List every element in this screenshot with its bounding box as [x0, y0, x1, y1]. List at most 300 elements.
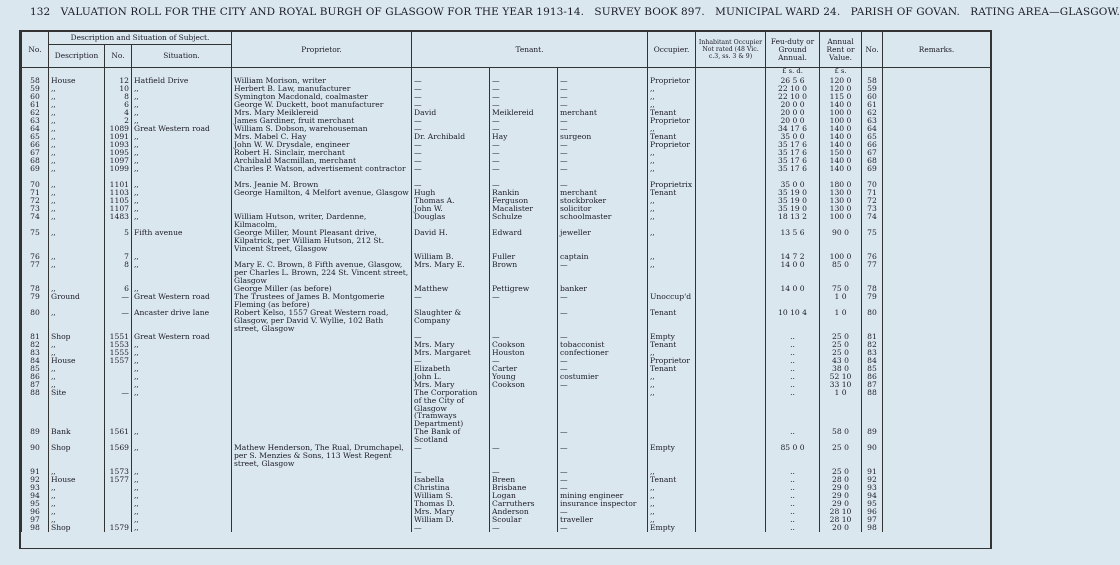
- tenant-surname: —: [490, 117, 558, 125]
- tenant-occupation: [558, 389, 648, 429]
- feu-duty: ..: [766, 484, 820, 492]
- inhabitant-occupier: [696, 93, 766, 101]
- annual-rent: 25 0: [820, 468, 862, 476]
- description: ,,: [49, 373, 105, 381]
- tenant-forename: —: [412, 77, 490, 85]
- table-row: [22, 389, 991, 429]
- tenant-forename: —: [412, 293, 490, 309]
- feu-duty: ..: [766, 381, 820, 389]
- feu-duty: 35 17 6: [766, 165, 820, 181]
- tenant-occupation: —: [558, 508, 648, 516]
- feu-duty: 13 5 6: [766, 229, 820, 253]
- tenant-surname: —: [490, 181, 558, 189]
- feu-duty: 20 0 0: [766, 117, 820, 125]
- inhabitant-occupier: [696, 85, 766, 93]
- situation: ,,: [132, 165, 232, 181]
- tenant-surname: Carter: [490, 365, 558, 373]
- tenant-forename: Mrs. Mary E.: [412, 261, 490, 285]
- description: ,,: [49, 197, 105, 205]
- entry-no-right: 59: [862, 85, 883, 93]
- house-no: 1089: [105, 125, 132, 133]
- occupier: ,,: [648, 381, 696, 389]
- table-row: [22, 293, 991, 309]
- tenant-surname: Cookson: [490, 341, 558, 349]
- tenant-forename: Thomas D.: [412, 500, 490, 508]
- house-no: 1573: [105, 468, 132, 476]
- table-row: [22, 213, 991, 229]
- proprietor: Herbert B. Law, manufacturer: [232, 85, 412, 93]
- inhabitant-occupier: [696, 189, 766, 197]
- occupier: ,,: [648, 213, 696, 229]
- situation: ,,: [132, 389, 232, 429]
- remarks: [883, 117, 991, 125]
- situation: ,,: [132, 444, 232, 468]
- feu-duty: 20 0 0: [766, 101, 820, 109]
- annual-rent: 1 0: [820, 309, 862, 333]
- inhabitant-occupier: [696, 516, 766, 524]
- description: Shop: [49, 444, 105, 468]
- house-no: 6: [105, 285, 132, 293]
- roll-title: VALUATION ROLL FOR THE CITY AND ROYAL BURGH OF GLASGOW FOR THE YEAR 1913-14.: [60, 6, 585, 18]
- proprietor: [232, 341, 412, 349]
- tenant-forename: Mrs. Mary: [412, 508, 490, 516]
- inhabitant-occupier: [696, 117, 766, 125]
- remarks: [883, 492, 991, 500]
- feu-duty: ..: [766, 389, 820, 429]
- entry-no-right: 87: [862, 381, 883, 389]
- occupier: Empty: [648, 524, 696, 532]
- entry-no-right: 77: [862, 261, 883, 285]
- inhabitant-occupier: [696, 341, 766, 349]
- situation: ,,: [132, 524, 232, 532]
- col-annual-rent: Annual Rent or Value.: [820, 32, 862, 68]
- house-no: 1095: [105, 149, 132, 157]
- remarks: [883, 365, 991, 373]
- table-row: [22, 444, 991, 468]
- occupier: Tenant: [648, 309, 696, 333]
- annual-rent: 140 0: [820, 165, 862, 181]
- annual-rent: 25 0: [820, 349, 862, 357]
- situation: ,,: [132, 85, 232, 93]
- entry-no-right: 98: [862, 524, 883, 532]
- tenant-occupation: —: [558, 524, 648, 532]
- entry-no-right: 93: [862, 484, 883, 492]
- occupier: Empty: [648, 333, 696, 341]
- inhabitant-occupier: [696, 213, 766, 229]
- rating-area: RATING AREA—GLASGOW.: [970, 6, 1120, 18]
- entry-no: 91: [22, 468, 49, 476]
- annual-rent: 130 0: [820, 205, 862, 213]
- remarks: [883, 93, 991, 101]
- situation: Great Western road: [132, 333, 232, 341]
- tenant-occupation: —: [558, 165, 648, 181]
- occupier: ,,: [648, 349, 696, 357]
- description: Bank: [49, 428, 105, 444]
- annual-rent: 1 0: [820, 389, 862, 429]
- entry-no: 84: [22, 357, 49, 365]
- description: ,,: [49, 85, 105, 93]
- situation: ,,: [132, 508, 232, 516]
- situation: ,,: [132, 133, 232, 141]
- remarks: [883, 341, 991, 349]
- annual-rent: 52 10: [820, 373, 862, 381]
- annual-rent: 20 0: [820, 524, 862, 532]
- house-no: 1557: [105, 357, 132, 365]
- feu-duty: ..: [766, 508, 820, 516]
- inhabitant-occupier: [696, 357, 766, 365]
- entry-no: 85: [22, 365, 49, 373]
- feu-duty: ..: [766, 373, 820, 381]
- house-no: 1105: [105, 197, 132, 205]
- inhabitant-occupier: [696, 524, 766, 532]
- tenant-occupation: confectioner: [558, 349, 648, 357]
- tenant-forename: —: [412, 165, 490, 181]
- occupier: ,,: [648, 389, 696, 429]
- house-no: 1093: [105, 141, 132, 149]
- tenant-occupation: —: [558, 293, 648, 309]
- description: Site: [49, 389, 105, 429]
- situation: Great Western road: [132, 293, 232, 309]
- occupier: ,,: [648, 205, 696, 213]
- feu-duty: ..: [766, 349, 820, 357]
- entry-no-right: 83: [862, 349, 883, 357]
- feu-duty: ..: [766, 468, 820, 476]
- situation: ,,: [132, 381, 232, 389]
- occupier: ,,: [648, 261, 696, 285]
- situation: ,,: [132, 149, 232, 157]
- annual-rent: 25 0: [820, 341, 862, 349]
- occupier: ,,: [648, 149, 696, 157]
- situation: ,,: [132, 189, 232, 197]
- entry-no-right: 90: [862, 444, 883, 468]
- proprietor: Charles P. Watson, advertisement contractor: [232, 165, 412, 181]
- tenant-forename: —: [412, 468, 490, 476]
- remarks: [883, 125, 991, 133]
- description: ,,: [49, 261, 105, 285]
- remarks: [883, 500, 991, 508]
- description: ,,: [49, 205, 105, 213]
- tenant-forename: John L.: [412, 373, 490, 381]
- tenant-occupation: —: [558, 77, 648, 85]
- tenant-surname: —: [490, 444, 558, 468]
- inhabitant-occupier: [696, 261, 766, 285]
- house-no: 7: [105, 253, 132, 261]
- valuation-rows: [22, 68, 991, 532]
- occupier: Proprietor: [648, 141, 696, 149]
- entry-no: 97: [22, 516, 49, 524]
- entry-no: 70: [22, 181, 49, 189]
- inhabitant-occupier: [696, 468, 766, 476]
- feu-duty: ..: [766, 333, 820, 341]
- entry-no: 72: [22, 197, 49, 205]
- remarks: [883, 508, 991, 516]
- entry-no-right: 63: [862, 117, 883, 125]
- situation: Hatfield Drive: [132, 77, 232, 85]
- proprietor: Archibald Macmillan, merchant: [232, 157, 412, 165]
- tenant-forename: —: [412, 93, 490, 101]
- feu-duty: 35 17 6: [766, 157, 820, 165]
- remarks: [883, 293, 991, 309]
- annual-rent: 90 0: [820, 229, 862, 253]
- inhabitant-occupier: [696, 149, 766, 157]
- remarks: [883, 101, 991, 109]
- tenant-surname: —: [490, 149, 558, 157]
- remarks: [883, 357, 991, 365]
- proprietor: The Trustees of James B. Montgomerie Fleming (as before): [232, 293, 412, 309]
- feu-duty: ..: [766, 357, 820, 365]
- tenant-occupation: —: [558, 101, 648, 109]
- entry-no: 71: [22, 189, 49, 197]
- entry-no: 66: [22, 141, 49, 149]
- entry-no-right: 75: [862, 229, 883, 253]
- description: ,,: [49, 141, 105, 149]
- house-no: 1579: [105, 524, 132, 532]
- tenant-occupation: —: [558, 149, 648, 157]
- tenant-occupation: stockbroker: [558, 197, 648, 205]
- remarks: [883, 349, 991, 357]
- proprietor: [232, 381, 412, 389]
- tenant-occupation: —: [558, 261, 648, 285]
- tenant-forename: William S.: [412, 492, 490, 500]
- description: ,,: [49, 468, 105, 476]
- situation: Great Western road: [132, 125, 232, 133]
- col-tenant: Tenant.: [412, 32, 648, 68]
- description: ,,: [49, 309, 105, 333]
- tenant-forename: Mrs. Mary: [412, 341, 490, 349]
- entry-no: 67: [22, 149, 49, 157]
- house-no: 1091: [105, 133, 132, 141]
- proprietor: George W. Duckett, boot manufacturer: [232, 101, 412, 109]
- entry-no: 59: [22, 85, 49, 93]
- situation: ,,: [132, 101, 232, 109]
- description: ,,: [49, 109, 105, 117]
- annual-rent: 140 0: [820, 125, 862, 133]
- entry-no: 63: [22, 117, 49, 125]
- entry-no-right: 84: [862, 357, 883, 365]
- survey-book: SURVEY BOOK 897.: [594, 6, 705, 18]
- house-no: 1553: [105, 341, 132, 349]
- remarks: [883, 149, 991, 157]
- tenant-surname: Brown: [490, 261, 558, 285]
- tenant-occupation: tobacconist: [558, 341, 648, 349]
- parish: PARISH OF GOVAN.: [850, 6, 960, 18]
- inhabitant-occupier: [696, 365, 766, 373]
- house-no: 1483: [105, 213, 132, 229]
- entry-no-right: 76: [862, 253, 883, 261]
- entry-no: 81: [22, 333, 49, 341]
- tenant-surname: Fuller: [490, 253, 558, 261]
- house-no: 1101: [105, 181, 132, 189]
- occupier: ,,: [648, 516, 696, 524]
- proprietor: William Hutson, writer, Dardenne, Kilmacolm,: [232, 213, 412, 229]
- table-row: [22, 229, 991, 253]
- entry-no-right: 85: [862, 365, 883, 373]
- occupier: ,,: [648, 165, 696, 181]
- description: House: [49, 357, 105, 365]
- entry-no: 64: [22, 125, 49, 133]
- situation: Fifth avenue: [132, 229, 232, 253]
- house-no: [105, 500, 132, 508]
- occupier: ,,: [648, 85, 696, 93]
- entry-no-right: 67: [862, 149, 883, 157]
- tenant-occupation: costumier: [558, 373, 648, 381]
- entry-no: 65: [22, 133, 49, 141]
- proprietor: [232, 524, 412, 532]
- entry-no: 82: [22, 341, 49, 349]
- annual-rent: 33 10: [820, 381, 862, 389]
- tenant-surname: Brisbane: [490, 484, 558, 492]
- tenant-forename: Matthew: [412, 285, 490, 293]
- tenant-occupation: —: [558, 484, 648, 492]
- annual-rent: 120 0: [820, 77, 862, 85]
- tenant-occupation: insurance inspector: [558, 500, 648, 508]
- entry-no-right: 81: [862, 333, 883, 341]
- house-no: 12: [105, 77, 132, 85]
- annual-rent: 115 0: [820, 93, 862, 101]
- tenant-forename: Christina: [412, 484, 490, 492]
- description: ,,: [49, 181, 105, 189]
- situation: ,,: [132, 500, 232, 508]
- table-row: [22, 309, 991, 333]
- rent-units: £ s.: [820, 68, 862, 78]
- proprietor: Symington Macdonald, coalmaster: [232, 93, 412, 101]
- tenant-surname: Houston: [490, 349, 558, 357]
- page-number: 132: [30, 6, 51, 18]
- annual-rent: 58 0: [820, 428, 862, 444]
- feu-duty: 18 13 2: [766, 213, 820, 229]
- entry-no-right: 65: [862, 133, 883, 141]
- remarks: [883, 476, 991, 484]
- inhabitant-occupier: [696, 484, 766, 492]
- entry-no: 61: [22, 101, 49, 109]
- proprietor: [232, 476, 412, 484]
- tenant-forename: David H.: [412, 229, 490, 253]
- entry-no-right: 71: [862, 189, 883, 197]
- annual-rent: 28 10: [820, 508, 862, 516]
- proprietor: [232, 468, 412, 476]
- municipal-ward: MUNICIPAL WARD 24.: [715, 6, 841, 18]
- tenant-forename: —: [412, 157, 490, 165]
- entry-no: 89: [22, 428, 49, 444]
- occupier: Proprietor: [648, 77, 696, 85]
- entry-no: 73: [22, 205, 49, 213]
- feu-duty: 14 7 2: [766, 253, 820, 261]
- table-row: [22, 524, 991, 532]
- occupier: Unoccup'd: [648, 293, 696, 309]
- col-description-group: Description and Situation of Subject.: [49, 32, 232, 45]
- occupier: Empty: [648, 444, 696, 468]
- annual-rent: 75 0: [820, 285, 862, 293]
- tenant-occupation: jeweller: [558, 229, 648, 253]
- tenant-occupation: —: [558, 444, 648, 468]
- tenant-forename: Slaughter & Company: [412, 309, 490, 333]
- annual-rent: 28 0: [820, 476, 862, 484]
- remarks: [883, 253, 991, 261]
- description: ,,: [49, 117, 105, 125]
- tenant-forename: —: [412, 333, 490, 341]
- entry-no: 62: [22, 109, 49, 117]
- proprietor: Robert Kelso, 1557 Great Western road, Glasgow, per David V. Wyllie, 102 Bath street, Glasgow: [232, 309, 412, 333]
- entry-no-right: 62: [862, 109, 883, 117]
- feu-units: £ s. d.: [766, 68, 820, 78]
- entry-no: 68: [22, 157, 49, 165]
- occupier: Tenant: [648, 341, 696, 349]
- annual-rent: 140 0: [820, 101, 862, 109]
- feu-duty: ..: [766, 516, 820, 524]
- tenant-surname: —: [490, 157, 558, 165]
- feu-duty: ..: [766, 365, 820, 373]
- occupier: Proprietrix: [648, 181, 696, 189]
- tenant-surname: —: [490, 85, 558, 93]
- tenant-occupation: mining engineer: [558, 492, 648, 500]
- feu-duty: 34 17 6: [766, 125, 820, 133]
- entry-no: 88: [22, 389, 49, 429]
- feu-duty: 22 10 0: [766, 93, 820, 101]
- description: ,,: [49, 93, 105, 101]
- feu-duty: 35 0 0: [766, 133, 820, 141]
- proprietor: [232, 484, 412, 492]
- situation: ,,: [132, 213, 232, 229]
- proprietor: [232, 365, 412, 373]
- description: ,,: [49, 157, 105, 165]
- valuation-table: [21, 31, 991, 532]
- entry-no-right: 61: [862, 101, 883, 109]
- feu-duty: ..: [766, 524, 820, 532]
- inhabitant-occupier: [696, 381, 766, 389]
- col-occupier: Occupier.: [648, 32, 696, 68]
- description: ,,: [49, 341, 105, 349]
- entry-no: 60: [22, 93, 49, 101]
- proprietor: [232, 389, 412, 429]
- entry-no-right: 74: [862, 213, 883, 229]
- entry-no: 69: [22, 165, 49, 181]
- feu-duty: 14 0 0: [766, 285, 820, 293]
- entry-no-right: 97: [862, 516, 883, 524]
- occupier: Tenant: [648, 365, 696, 373]
- description: ,,: [49, 285, 105, 293]
- tenant-forename: —: [412, 141, 490, 149]
- situation: ,,: [132, 181, 232, 189]
- tenant-forename: —: [412, 181, 490, 189]
- tenant-occupation: captain: [558, 253, 648, 261]
- remarks: [883, 189, 991, 197]
- entry-no-right: 94: [862, 492, 883, 500]
- feu-duty: 35 17 6: [766, 149, 820, 157]
- description: ,,: [49, 253, 105, 261]
- entry-no: 93: [22, 484, 49, 492]
- inhabitant-occupier: [696, 229, 766, 253]
- remarks: [883, 309, 991, 333]
- proprietor: [232, 373, 412, 381]
- description: ,,: [49, 508, 105, 516]
- tenant-forename: Isabella: [412, 476, 490, 484]
- tenant-occupation: —: [558, 333, 648, 341]
- col-feu-duty: Feu-duty or Ground Annual.: [766, 32, 820, 68]
- house-no: [105, 373, 132, 381]
- entry-no: 79: [22, 293, 49, 309]
- entry-no-right: 66: [862, 141, 883, 149]
- col-situation: Situation.: [132, 45, 232, 68]
- annual-rent: 100 0: [820, 213, 862, 229]
- description: ,,: [49, 381, 105, 389]
- feu-duty: ..: [766, 500, 820, 508]
- occupier: Tenant: [648, 133, 696, 141]
- entry-no: 74: [22, 213, 49, 229]
- situation: ,,: [132, 261, 232, 285]
- valuation-table-frame: [19, 30, 992, 549]
- situation: ,,: [132, 109, 232, 117]
- feu-duty: ..: [766, 492, 820, 500]
